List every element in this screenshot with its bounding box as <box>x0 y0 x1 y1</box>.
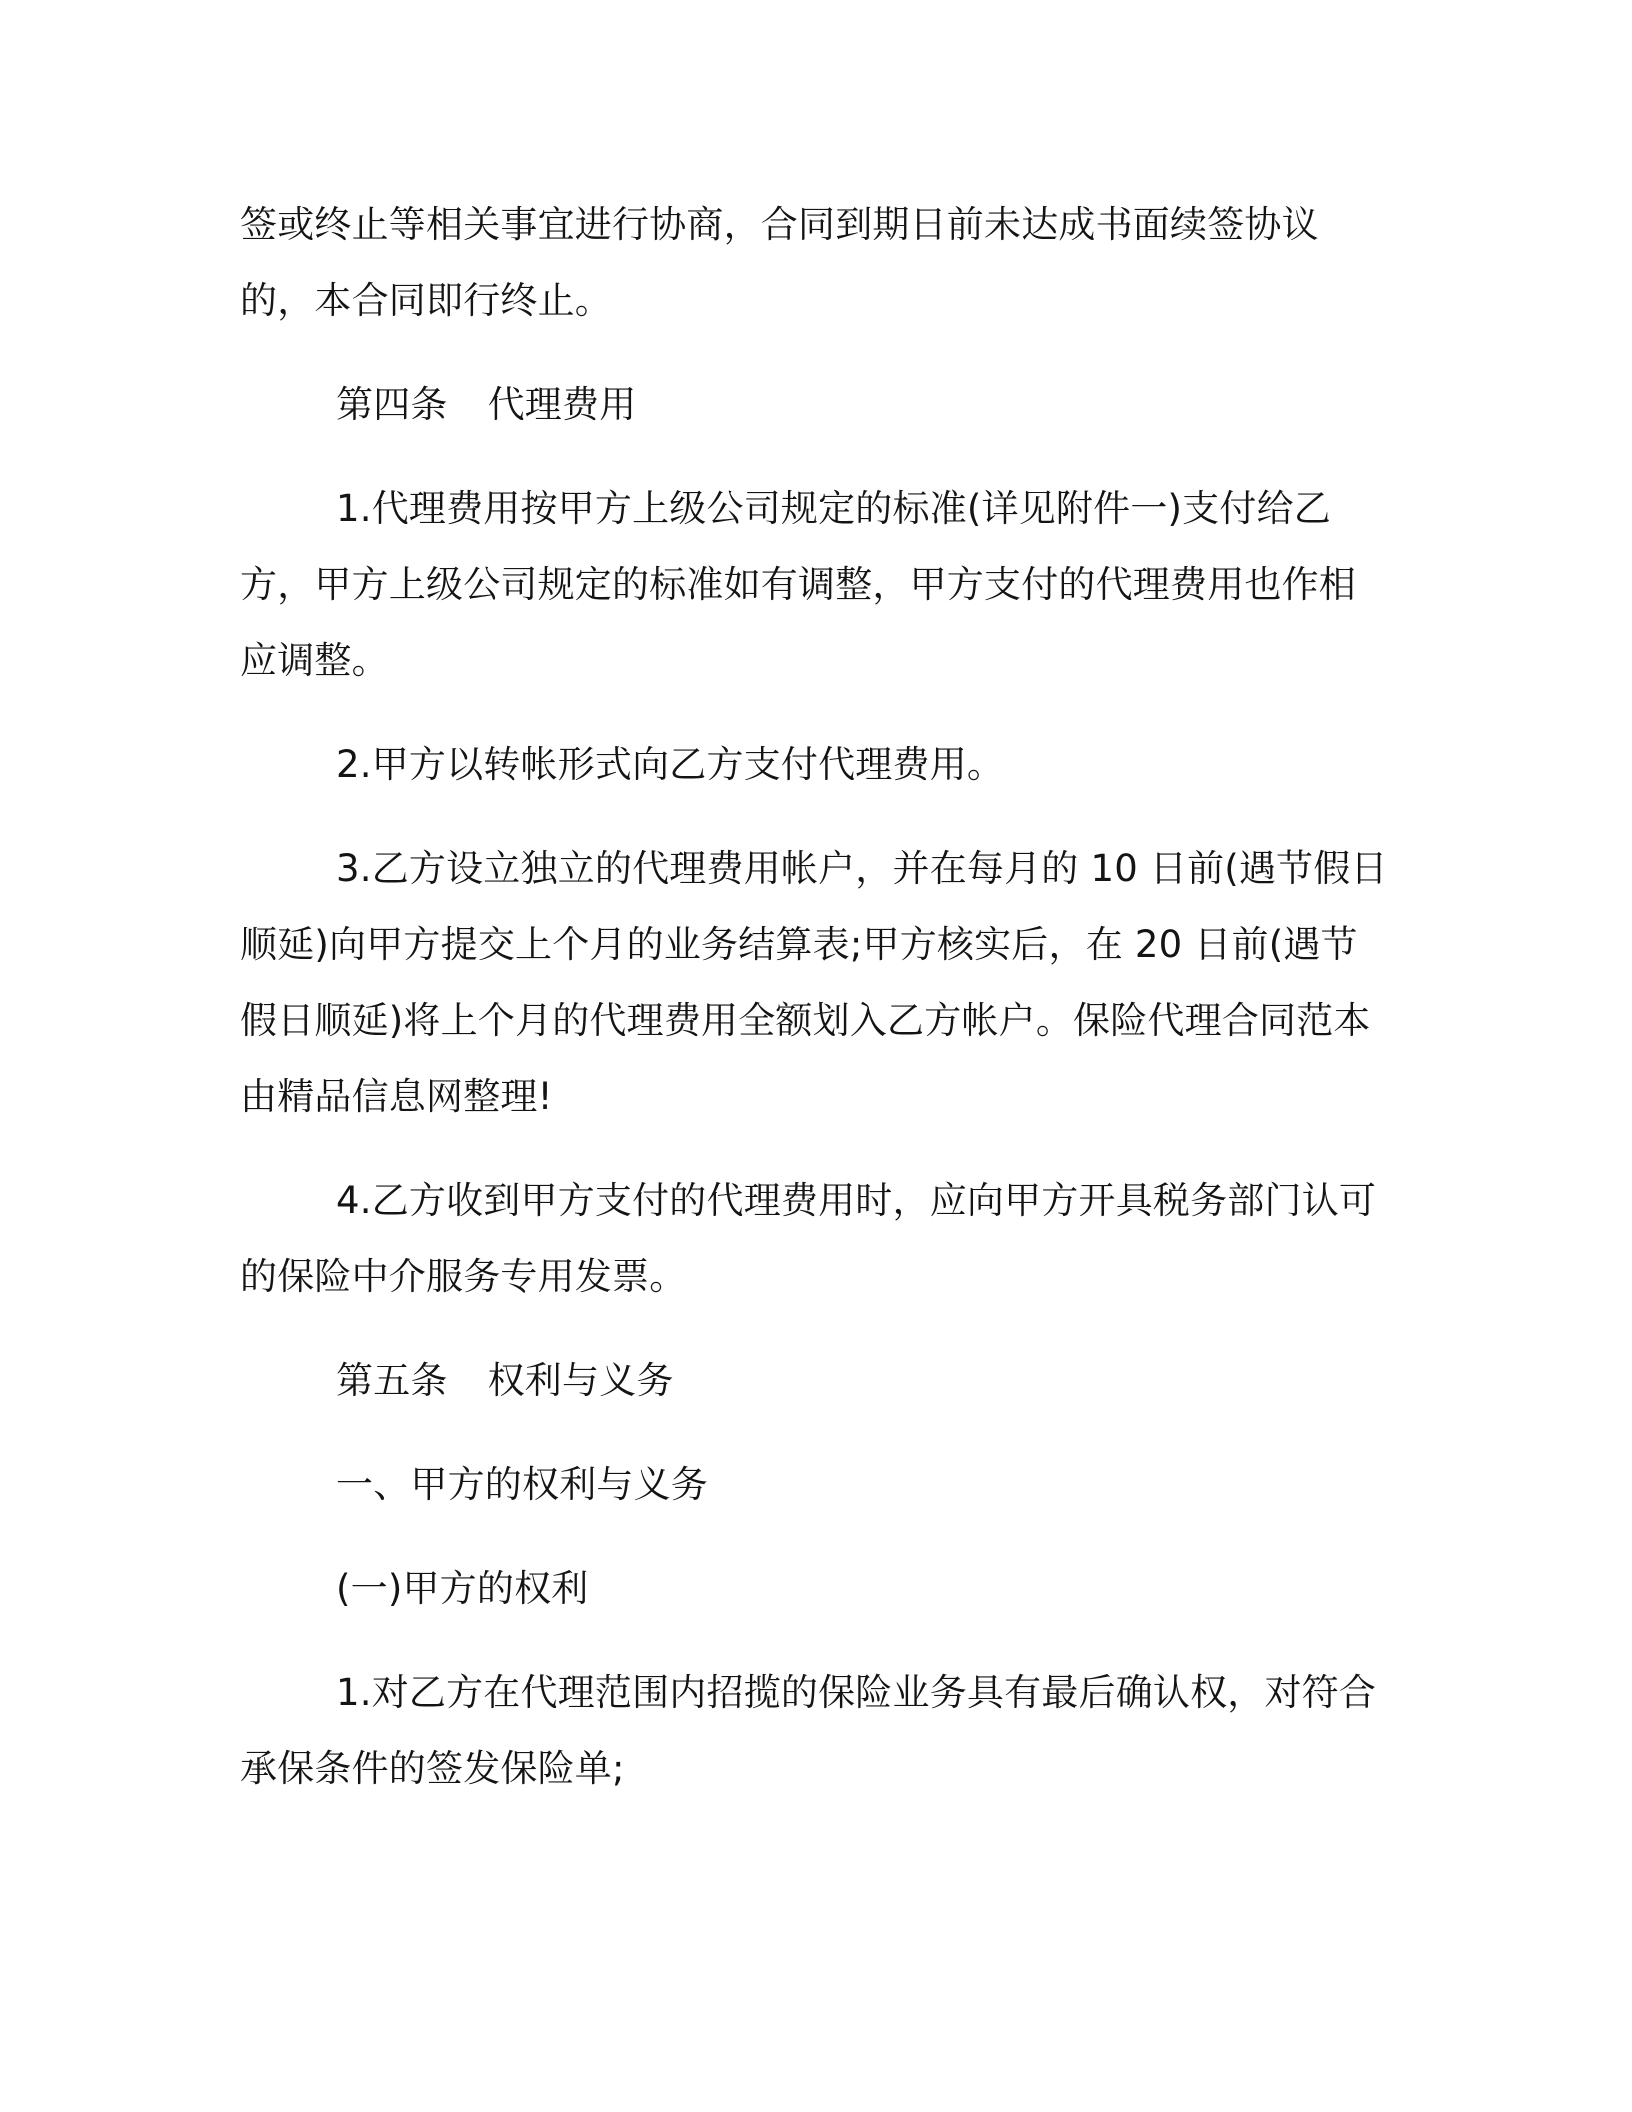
paragraph-fee-account: 3.乙方设立独立的代理费用帐户，并在每月的 10 日前(遇节假日顺延)向甲方提交上个月的业务结算表;甲方核实后，在 20 日前(遇节假日顺延)将上个月的代理费用全额划入乙方帐户。保险代理合同范本由精品信息网整理! <box>240 847 1388 1118</box>
paragraph-agency-fee-standard: 1.代理费用按甲方上级公司规定的标准(详见附件一)支付给乙方，甲方上级公司规定的标准如有调整，甲方支付的代理费用也作相应调整。 <box>240 487 1356 682</box>
paragraph-final-confirmation: 1.对乙方在代理范围内招揽的保险业务具有最后确认权，对符合承保条件的签发保险单; <box>240 1671 1377 1790</box>
section-party-a-rights-obligations: 一、甲方的权利与义务 <box>336 1463 708 1506</box>
paragraph-transfer-payment: 2.甲方以转帐形式向乙方支付代理费用。 <box>336 743 1005 786</box>
article-5-number: 第五条 <box>336 1359 448 1402</box>
paragraph-contract-termination: 签或终止等相关事宜进行协商，合同到期日前未达成书面续签协议的，本合同即行终止。 <box>240 203 1319 322</box>
article-4-heading <box>240 367 1390 443</box>
article-4-title: 代理费用 <box>487 383 637 426</box>
article-5-title: 权利与义务 <box>487 1359 674 1402</box>
subsection-party-a-rights: (一)甲方的权利 <box>336 1567 589 1610</box>
article-4-number: 第四条 <box>336 383 448 426</box>
document-page <box>240 187 1390 1807</box>
article-5-heading <box>240 1343 1390 1419</box>
paragraph-invoice: 4.乙方收到甲方支付的代理费用时，应向甲方开具税务部门认可的保险中介服务专用发票。 <box>240 1179 1377 1298</box>
